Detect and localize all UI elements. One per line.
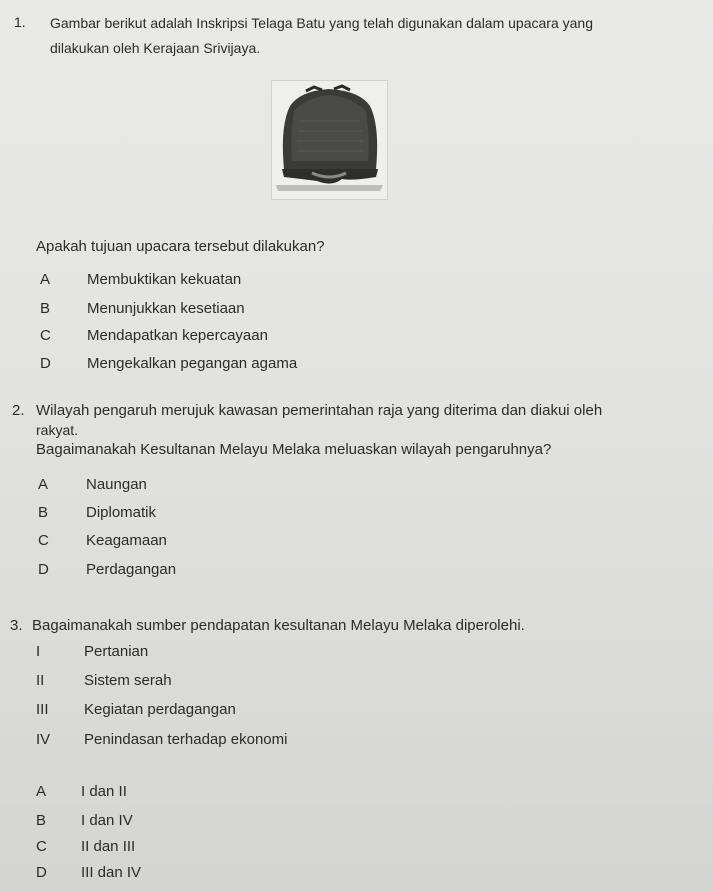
option-letter: A bbox=[40, 271, 51, 288]
option-text: III dan IV bbox=[81, 864, 142, 881]
question-2-stem-line1: Wilayah pengaruh merujuk kawasan pemerintahan raja yang diterima dan diakui oleh bbox=[36, 402, 603, 419]
question-2-number: 2. bbox=[12, 402, 25, 419]
telaga-batu-inscription-image bbox=[271, 80, 388, 200]
option-letter: B bbox=[40, 300, 51, 317]
statement-text: Penindasan terhadap ekonomi bbox=[84, 731, 288, 748]
option-letter: C bbox=[40, 327, 51, 344]
statement-text: Kegiatan perdagangan bbox=[84, 701, 236, 718]
option-text: Membuktikan kekuatan bbox=[87, 271, 242, 288]
option-text: Mendapatkan kepercayaan bbox=[87, 327, 268, 344]
option-text: I dan II bbox=[81, 783, 127, 800]
question-2-stem-line2: rakyat. bbox=[36, 422, 79, 438]
statement-roman: III bbox=[36, 701, 49, 718]
option-letter: B bbox=[38, 504, 49, 521]
option-text: Mengekalkan pegangan agama bbox=[87, 355, 298, 372]
statement-text: Sistem serah bbox=[84, 672, 172, 689]
option-letter: D bbox=[38, 561, 49, 578]
question-1-stem-line2: dilakukan oleh Kerajaan Srivijaya. bbox=[50, 40, 261, 56]
statement-roman: I bbox=[36, 643, 41, 660]
option-text: Keagamaan bbox=[86, 532, 167, 549]
option-letter: C bbox=[38, 532, 49, 549]
question-3-prompt: Bagaimanakah sumber pendapatan kesultanan Melayu Melaka diperolehi. bbox=[32, 617, 525, 634]
option-text: Menunjukkan kesetiaan bbox=[87, 300, 245, 317]
option-text: II dan III bbox=[81, 838, 136, 855]
question-3-number: 3. bbox=[10, 617, 23, 634]
option-letter: B bbox=[36, 812, 47, 829]
statement-text: Pertanian bbox=[84, 643, 149, 660]
statement-roman: IV bbox=[36, 731, 51, 748]
statement-roman: II bbox=[36, 672, 45, 689]
question-1-prompt: Apakah tujuan upacara tersebut dilakukan? bbox=[36, 238, 325, 255]
question-2-prompt: Bagaimanakah Kesultanan Melayu Melaka meluaskan wilayah pengaruhnya? bbox=[36, 441, 552, 458]
question-1-number: 1. bbox=[14, 14, 26, 30]
option-text: I dan IV bbox=[81, 812, 133, 829]
option-letter: D bbox=[40, 355, 51, 372]
option-text: Diplomatik bbox=[86, 504, 157, 521]
option-letter: A bbox=[38, 476, 49, 493]
option-letter: A bbox=[36, 783, 47, 800]
question-1-stem-line1: Gambar berikut adalah Inskripsi Telaga Batu yang telah digunakan dalam upacara yang bbox=[50, 15, 593, 31]
option-letter: C bbox=[36, 838, 47, 855]
option-text: Naungan bbox=[86, 476, 147, 493]
option-letter: D bbox=[36, 864, 47, 881]
option-text: Perdagangan bbox=[86, 561, 177, 578]
